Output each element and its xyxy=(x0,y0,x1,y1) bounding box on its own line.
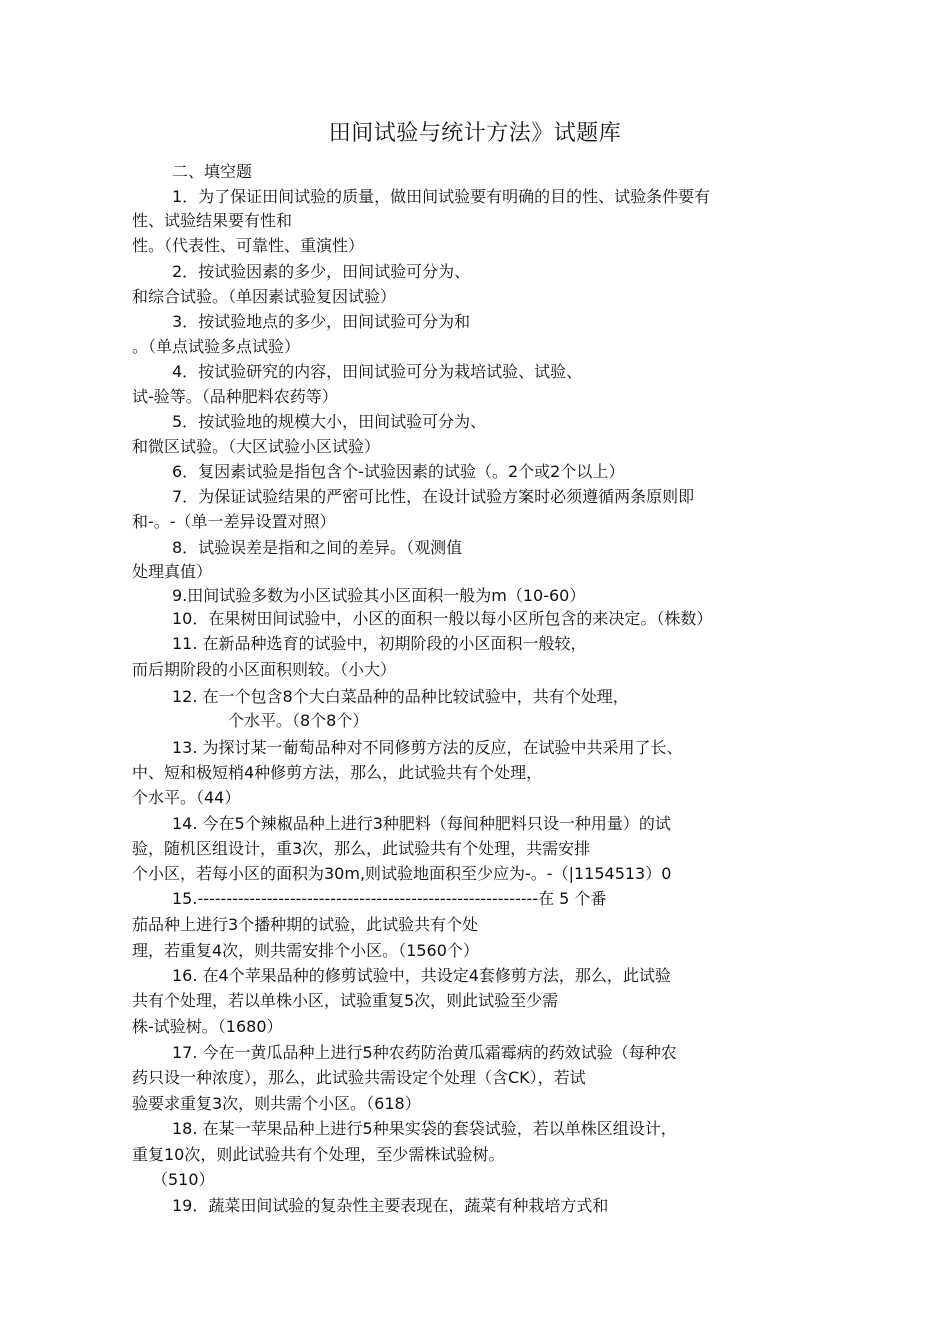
text-line: 10．在果树田间试验中，小区的面积一般以每小区所包含的来决定。（株数） xyxy=(172,609,713,628)
text-line: 14. 今在5个辣椒品种上进行3种肥料（每间种肥料只设一种用量）的试 xyxy=(172,814,671,833)
text-line: 共有个处理，若以单株小区，试验重复5次，则此试验至少需 xyxy=(132,991,559,1010)
text-line: 理，若重复4次，则共需安排个小区。（1560个） xyxy=(132,941,479,960)
text-line: 1．为了保证田间试验的质量，做田间试验要有明确的目的性、试验条件要有 xyxy=(172,187,711,206)
text-line: 茄品种上进行3个播种期的试验，此试验共有个处 xyxy=(132,915,479,934)
text-line: 个小区，若每小区的面积为30m,则试验地面积至少应为-。-（|1154513）0 xyxy=(132,864,672,883)
text-line: 中、短和极短梢4种修剪方法，那么，此试验共有个处理， xyxy=(132,763,543,782)
text-line: 16. 在4个苹果品种的修剪试验中，共设定4套修剪方法，那么，此试验 xyxy=(172,966,671,985)
text-line: 19．蔬菜田间试验的复杂性主要表现在，蔬菜有种栽培方式和 xyxy=(172,1196,609,1215)
text-line: 重复10次，则此试验共有个处理，至少需株试验树。 xyxy=(132,1145,505,1164)
text-line: 8．试验误差是指和之间的差异。（观测值 xyxy=(172,538,463,557)
text-line: 而后期阶段的小区面积则较。（小大） xyxy=(132,660,397,679)
text-line: 9.田间试验多数为小区试验其小区面积一般为m（10-60） xyxy=(172,586,586,605)
text-line: 和-。-（单一差异设置对照） xyxy=(132,512,336,531)
text-line: 验，随机区组设计，重3次，那么，此试验共有个处理，共需安排 xyxy=(132,839,591,858)
text-line: 个水平。（44） xyxy=(132,788,241,807)
text-line: 5．按试验地的规模大小，田间试验可分为、 xyxy=(172,412,487,431)
text-line: 13. 为探讨某一葡萄品种对不同修剪方法的反应，在试验中共采用了长、 xyxy=(172,738,683,757)
section-heading: 二、填空题 xyxy=(172,162,253,181)
text-line: 。（单点试验多点试验） xyxy=(132,337,301,356)
text-line: 15.-----------------------------------------------------------在 5 个番 xyxy=(172,889,607,908)
text-line: 个水平。（8个8个） xyxy=(228,711,369,730)
text-line: 性。（代表性、可靠性、重演性） xyxy=(132,236,365,255)
text-line: 7．为保证试验结果的严密可比性，在设计试验方案时必须遵循两条原则即 xyxy=(172,487,695,506)
page-title: 田间试验与统计方法》试题库 xyxy=(328,121,622,146)
text-line: 18. 在某一苹果品种上进行5种果实袋的套袋试验，若以单株区组设计， xyxy=(172,1119,677,1138)
text-line: 12. 在一个包含8个大白菜品种的品种比较试验中，共有个处理， xyxy=(172,687,629,706)
text-line: 4．按试验研究的内容，田间试验可分为栽培试验、试验、 xyxy=(172,362,583,381)
text-line: 6．复因素试验是指包含个-试验因素的试验（。2个或2个以上） xyxy=(172,462,625,481)
text-line: 2．按试验因素的多少，田间试验可分为、 xyxy=(172,262,471,281)
text-line: 3．按试验地点的多少，田间试验可分为和 xyxy=(172,312,471,331)
text-line: 17. 今在一黄瓜品种上进行5种农药防治黄瓜霜霉病的药效试验（每种农 xyxy=(172,1043,677,1062)
text-line: 处理真值） xyxy=(132,562,213,581)
text-line: 株-试验树。（1680） xyxy=(132,1017,283,1036)
text-line: （510） xyxy=(152,1170,215,1189)
text-line: 性、试验结果要有性和 xyxy=(132,211,293,230)
text-line: 和综合试验。（单因素试验复因试验） xyxy=(132,287,397,306)
text-line: 验要求重复3次，则共需个小区。（618） xyxy=(132,1094,421,1113)
text-line: 11. 在新品种选育的试验中，初期阶段的小区面积一般较， xyxy=(172,634,587,653)
text-line: 药只设一种浓度），那么，此试验共需设定个处理（含CK），若试 xyxy=(132,1068,586,1087)
text-line: 试-验等。（品种肥料农药等） xyxy=(132,387,338,406)
text-line: 和微区试验。（大区试验小区试验） xyxy=(132,437,381,456)
